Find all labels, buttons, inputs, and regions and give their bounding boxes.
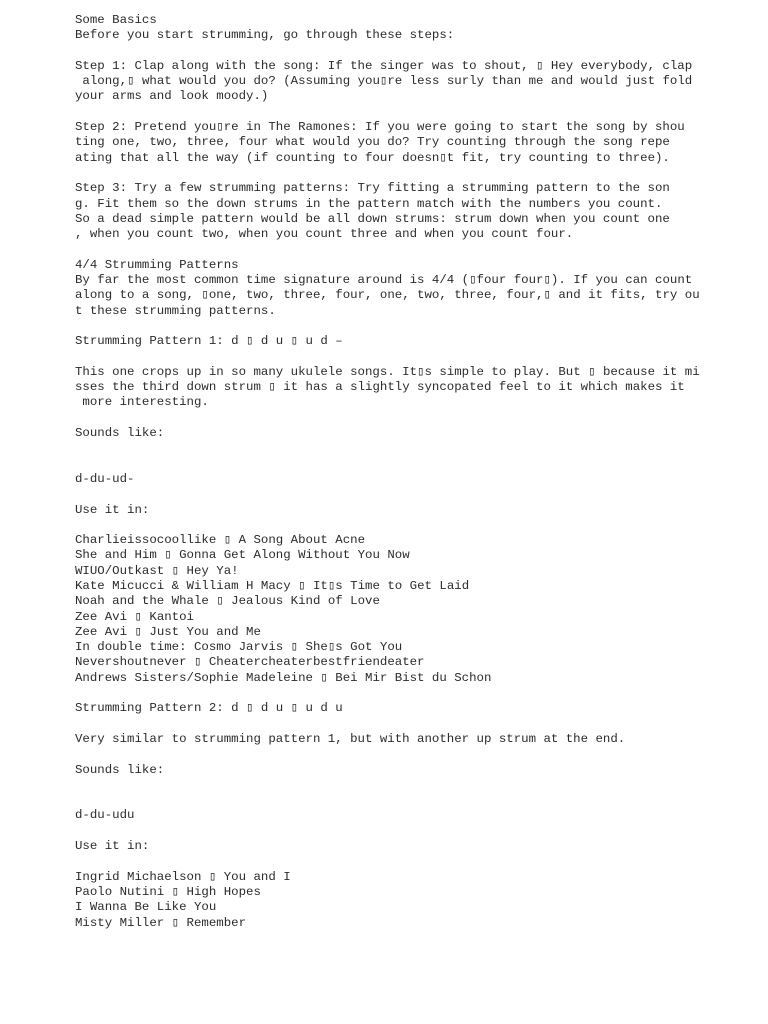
text-line: Nevershoutnever ▯ Cheatercheaterbestfriendeater xyxy=(75,655,425,670)
blank-line xyxy=(75,441,735,456)
text-line: Charlieissocoollike ▯ A Song About Acne xyxy=(75,533,366,548)
text-line: Zee Avi ▯ Kantoi xyxy=(75,609,194,624)
blank-line xyxy=(75,350,735,365)
text-line: more interesting. xyxy=(75,395,209,410)
text-line: Some Basics xyxy=(75,13,157,27)
text-line: d-du-udu xyxy=(75,808,135,823)
text-line: I Wanna Be Like You xyxy=(75,900,217,915)
text-line: ating that all the way (if counting to four doesn▯t fit, try counting to three). xyxy=(75,150,670,165)
blank-line xyxy=(75,105,735,120)
blank-line xyxy=(75,854,735,869)
text-line: This one crops up in so many ukulele songs. It▯s simple to play. But ▯ because it mi xyxy=(75,364,700,379)
blank-line xyxy=(75,44,735,59)
blank-line xyxy=(75,457,735,472)
text-line: By far the most common time signature around is 4/4 (▯four four▯). If you can count xyxy=(75,273,693,288)
text-line: g. Fit them so the down strums in the pattern match with the numbers you count. xyxy=(75,196,663,211)
blank-line xyxy=(75,793,735,808)
text-line: Use it in: xyxy=(75,502,150,517)
blank-line xyxy=(75,166,735,181)
text-line: Zee Avi ▯ Just You and Me xyxy=(75,624,261,639)
text-line: So a dead simple pattern would be all down strums: strum down when you count one xyxy=(75,211,670,226)
blank-line xyxy=(75,242,735,257)
text-line: , when you count two, when you count three and when you count four. xyxy=(75,227,574,242)
text-line: ting one, two, three, four what would you do? Try counting through the song repe xyxy=(75,135,670,150)
text-line: Sounds like: xyxy=(75,426,165,441)
blank-line xyxy=(75,487,735,502)
blank-line xyxy=(75,411,735,426)
text-line: Step 3: Try a few strumming patterns: Try fitting a strumming pattern to the son xyxy=(75,181,670,196)
text-line: d-du-ud- xyxy=(75,471,135,486)
blank-line xyxy=(75,778,735,793)
text-line: Noah and the Whale ▯ Jealous Kind of Love xyxy=(75,594,380,609)
text-line: Strumming Pattern 2: d ▯ d u ▯ u d u xyxy=(75,701,343,716)
text-line: your arms and look moody.) xyxy=(75,89,269,104)
text-line: Use it in: xyxy=(75,839,150,854)
blank-line xyxy=(75,319,735,334)
blank-line xyxy=(75,824,735,839)
text-line: Step 2: Pretend you▯re in The Ramones: If you were going to start the song by shou xyxy=(75,120,685,135)
text-line: Strumming Pattern 1: d ▯ d u ▯ u d – xyxy=(75,334,343,349)
blank-line xyxy=(75,747,735,762)
text-line: Very similar to strumming pattern 1, but with another up strum at the end. xyxy=(75,731,626,746)
document-page xyxy=(75,13,735,931)
text-line: WIUO/Outkast ▯ Hey Ya! xyxy=(75,563,239,578)
text-line: Kate Micucci & William H Macy ▯ It▯s Time to Get Laid xyxy=(75,578,470,593)
text-line: Sounds like: xyxy=(75,762,165,777)
text-line: She and Him ▯ Gonna Get Along Without You Now xyxy=(75,548,410,563)
text-line: Step 1: Clap along with the song: If the singer was to shout, ▯ Hey everybody, clap xyxy=(75,58,693,73)
text-line: along,▯ what would you do? (Assuming you▯re less surly than me and would just fold xyxy=(75,74,693,89)
text-line: Before you start strumming, go through these steps: xyxy=(75,28,455,43)
text-line: along to a song, ▯one, two, three, four, one, two, three, four,▯ and it fits, try ou xyxy=(75,288,700,303)
text-line: Andrews Sisters/Sophie Madeleine ▯ Bei Mir Bist du Schon xyxy=(75,670,492,685)
blank-line xyxy=(75,518,735,533)
text-line: 4/4 Strumming Patterns xyxy=(75,257,239,272)
text-line: sses the third down strum ▯ it has a slightly syncopated feel to it which makes it xyxy=(75,380,685,395)
text-line: Paolo Nutini ▯ High Hopes xyxy=(75,884,261,899)
text-line: Misty Miller ▯ Remember xyxy=(75,915,247,930)
blank-line xyxy=(75,686,735,701)
blank-line xyxy=(75,717,735,732)
text-line: t these strumming patterns. xyxy=(75,303,276,318)
text-line: In double time: Cosmo Jarvis ▯ She▯s Got You xyxy=(75,640,403,655)
text-line: Ingrid Michaelson ▯ You and I xyxy=(75,869,291,884)
